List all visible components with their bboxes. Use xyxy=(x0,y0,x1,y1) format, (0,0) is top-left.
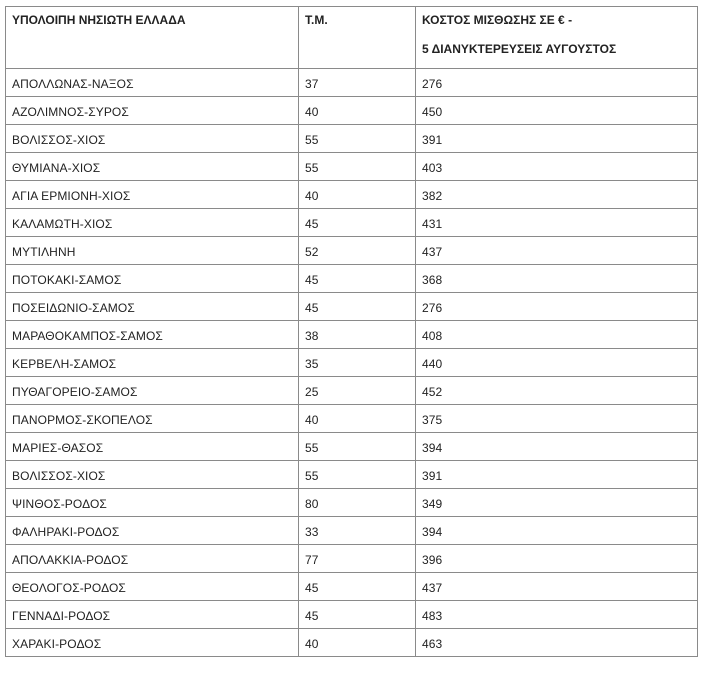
header-cost-label-line1: ΚΟΣΤΟΣ ΜΙΣΘΩΣΗΣ ΣΕ € - xyxy=(422,13,573,27)
cell-sqm: 52 xyxy=(299,237,416,265)
header-cost-label-line2: 5 ΔΙΑΝΥΚΤΕΡΕΥΣΕΙΣ ΑΥΓΟΥΣΤΟΣ xyxy=(422,42,617,56)
cell-place: ΠΟΤΟΚΑΚΙ-ΣΑΜΟΣ xyxy=(6,265,299,293)
table-row xyxy=(6,293,698,321)
header-region xyxy=(6,7,299,69)
cell-place: ΒΟΛΙΣΣΟΣ-ΧΙΟΣ xyxy=(6,125,299,153)
cell-sqm: 45 xyxy=(299,293,416,321)
cell-sqm: 55 xyxy=(299,433,416,461)
cell-sqm: 25 xyxy=(299,377,416,405)
table-row xyxy=(6,321,698,349)
cell-cost: 375 xyxy=(416,405,698,433)
cell-place: ΨΙΝΘΟΣ-ΡΟΔΟΣ xyxy=(6,489,299,517)
cell-cost: 463 xyxy=(416,629,698,657)
cell-sqm: 77 xyxy=(299,545,416,573)
cell-cost: 396 xyxy=(416,545,698,573)
cell-place: ΚΕΡΒΕΛΗ-ΣΑΜΟΣ xyxy=(6,349,299,377)
rental-cost-table xyxy=(5,6,698,657)
cell-cost: 368 xyxy=(416,265,698,293)
cell-place: ΘΕΟΛΟΓΟΣ-ΡΟΔΟΣ xyxy=(6,573,299,601)
header-area-label: Τ.Μ. xyxy=(305,13,328,27)
cell-cost: 403 xyxy=(416,153,698,181)
table-row xyxy=(6,209,698,237)
table-row xyxy=(6,517,698,545)
header-cost xyxy=(416,7,698,69)
table-row xyxy=(6,433,698,461)
cell-sqm: 45 xyxy=(299,573,416,601)
cell-place: ΓΕΝΝΑΔΙ-ΡΟΔΟΣ xyxy=(6,601,299,629)
cell-cost: 437 xyxy=(416,573,698,601)
cell-cost: 391 xyxy=(416,461,698,489)
table-row xyxy=(6,545,698,573)
table-row xyxy=(6,489,698,517)
cell-cost: 349 xyxy=(416,489,698,517)
cell-cost: 408 xyxy=(416,321,698,349)
cell-place: ΜΑΡΑΘΟΚΑΜΠΟΣ-ΣΑΜΟΣ xyxy=(6,321,299,349)
cell-sqm: 45 xyxy=(299,265,416,293)
table-header xyxy=(6,7,698,69)
table-row xyxy=(6,573,698,601)
cell-cost: 483 xyxy=(416,601,698,629)
cell-place: ΧΑΡΑΚΙ-ΡΟΔΟΣ xyxy=(6,629,299,657)
cell-place: ΠΥΘΑΓΟΡΕΙΟ-ΣΑΜΟΣ xyxy=(6,377,299,405)
table-row xyxy=(6,181,698,209)
cell-cost: 437 xyxy=(416,237,698,265)
cell-cost: 394 xyxy=(416,517,698,545)
table-row xyxy=(6,237,698,265)
cell-sqm: 37 xyxy=(299,69,416,97)
cell-place: ΚΑΛΑΜΩΤΗ-ΧΙΟΣ xyxy=(6,209,299,237)
table-row xyxy=(6,349,698,377)
cell-place: ΒΟΛΙΣΣΟΣ-ΧΙΟΣ xyxy=(6,461,299,489)
table-row xyxy=(6,153,698,181)
table-row xyxy=(6,461,698,489)
cell-cost: 391 xyxy=(416,125,698,153)
cell-cost: 440 xyxy=(416,349,698,377)
cell-place: ΑΖΟΛΙΜΝΟΣ-ΣΥΡΟΣ xyxy=(6,97,299,125)
table-row xyxy=(6,601,698,629)
cell-place: ΦΑΛΗΡΑΚΙ-ΡΟΔΟΣ xyxy=(6,517,299,545)
cell-place: ΘΥΜΙΑΝΑ-ΧΙΟΣ xyxy=(6,153,299,181)
cell-sqm: 40 xyxy=(299,181,416,209)
table-row xyxy=(6,629,698,657)
cell-sqm: 80 xyxy=(299,489,416,517)
cell-sqm: 55 xyxy=(299,153,416,181)
cell-sqm: 35 xyxy=(299,349,416,377)
table-row xyxy=(6,377,698,405)
table-row xyxy=(6,97,698,125)
cell-sqm: 55 xyxy=(299,125,416,153)
header-region-label: ΥΠΟΛΟΙΠΗ ΝΗΣΙΩΤΗ ΕΛΛΑΔΑ xyxy=(12,13,186,27)
cell-sqm: 38 xyxy=(299,321,416,349)
cell-cost: 452 xyxy=(416,377,698,405)
table-body xyxy=(6,69,698,657)
cell-place: ΜΥΤΙΛΗΝΗ xyxy=(6,237,299,265)
cell-sqm: 40 xyxy=(299,629,416,657)
cell-place: ΑΓΙΑ ΕΡΜΙΟΝΗ-ΧΙΟΣ xyxy=(6,181,299,209)
cell-sqm: 55 xyxy=(299,461,416,489)
cell-cost: 450 xyxy=(416,97,698,125)
table-row xyxy=(6,125,698,153)
cell-sqm: 33 xyxy=(299,517,416,545)
cell-place: ΠΟΣΕΙΔΩΝΙΟ-ΣΑΜΟΣ xyxy=(6,293,299,321)
cell-sqm: 45 xyxy=(299,601,416,629)
rental-cost-table-container xyxy=(5,6,698,657)
table-row xyxy=(6,69,698,97)
header-area xyxy=(299,7,416,69)
table-row xyxy=(6,405,698,433)
cell-cost: 394 xyxy=(416,433,698,461)
header-row xyxy=(6,7,698,69)
table-row xyxy=(6,265,698,293)
cell-cost: 276 xyxy=(416,293,698,321)
cell-place: ΑΠΟΛΛΩΝΑΣ-ΝΑΞΟΣ xyxy=(6,69,299,97)
cell-sqm: 40 xyxy=(299,405,416,433)
cell-sqm: 40 xyxy=(299,97,416,125)
cell-place: ΜΑΡΙΕΣ-ΘΑΣΟΣ xyxy=(6,433,299,461)
cell-cost: 431 xyxy=(416,209,698,237)
cell-place: ΑΠΟΛΑΚΚΙΑ-ΡΟΔΟΣ xyxy=(6,545,299,573)
cell-sqm: 45 xyxy=(299,209,416,237)
cell-cost: 276 xyxy=(416,69,698,97)
cell-place: ΠΑΝΟΡΜΟΣ-ΣΚΟΠΕΛΟΣ xyxy=(6,405,299,433)
cell-cost: 382 xyxy=(416,181,698,209)
